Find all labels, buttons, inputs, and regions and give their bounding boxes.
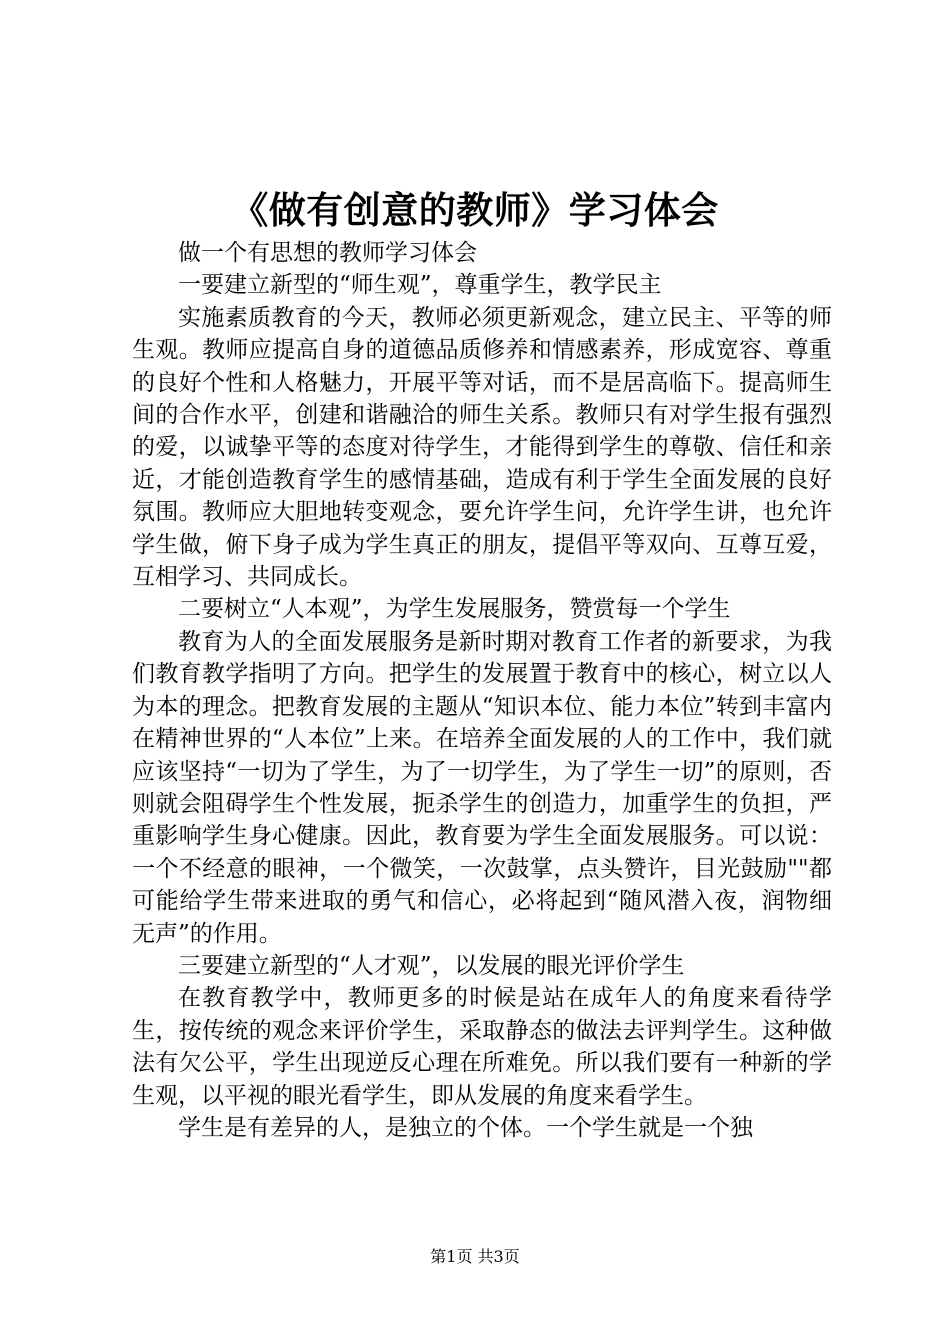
paragraph: 在教育教学中，教师更多的时候是站在成年人的角度来看待学生，按传统的观念来评价学生，采取静态的做法去评判学生。这种做法有欠公平，学生出现逆反心理在所难免。所以我们要有一种新的学生观，以平视的眼光看学生，即从发展的角度来看学生。 — [132, 985, 832, 1109]
paragraph: 学生是有差异的人，是独立的个体。一个学生就是一个独 — [178, 1114, 753, 1141]
section-heading: 一要建立新型的“师生观”，尊重学生，教学民主 — [178, 272, 662, 299]
document-title: 《做有创意的教师》学习体会 — [231, 188, 719, 232]
section-heading: 三要建立新型的“人才观”，以发展的眼光评价学生 — [178, 952, 685, 979]
paragraph: 实施素质教育的今天，教师必须更新观念，建立民主、平等的师生观。教师应提高自身的道德品质修养和情感素养，形成宽容、尊重的良好个性和人格魅力，开展平等对话，而不是居高临下。提高师生间的合作水平，创建和谐融洽的师生关系。教师只有对学生报有强烈的爱，以诚挚平等的态度对待学生，才能得到学生的尊敬、信任和亲近，才能创造教育学生的感情基础，造成有利于学生全面发展的良好氛围。教师应大胆地转变观念，要允许学生问，允许学生讲，也允许学生做，俯下身子成为学生真正的朋友，提倡平等双向、互尊互爱，互相学习、共同成长。 — [132, 304, 832, 591]
paragraph: 做一个有思想的教师学习体会 — [178, 240, 477, 266]
document-body — [132, 237, 832, 1144]
page-footer: 第1页 共3页 — [430, 1247, 520, 1266]
paragraph: 教育为人的全面发展服务是新时期对教育工作者的新要求，为我们教育教学指明了方向。把学生的发展置于教育中的核心，树立以人为本的理念。把教育发展的主题从“知识本位、能力本位”转到丰富内在精神世界的“人本位”上来。在培养全面发展的人的工作中，我们就应该坚持“一切为了学生，为了一切学生，为了学生一切”的原则，否则就会阻碍学生个性发展，扼杀学生的创造力，加重学生的负担，严重影响学生身心健康。因此，教育要为学生全面发展服务。可以说：一个不经意的眼神，一个微笑，一次鼓掌，点头赞许，目光鼓励""都可能给学生带来进取的勇气和信心，必将起到“随风潜入夜，润物细无声”的作用。 — [132, 628, 832, 947]
section-heading: 二要树立“人本观”，为学生发展服务，赞赏每一个学生 — [178, 596, 731, 623]
